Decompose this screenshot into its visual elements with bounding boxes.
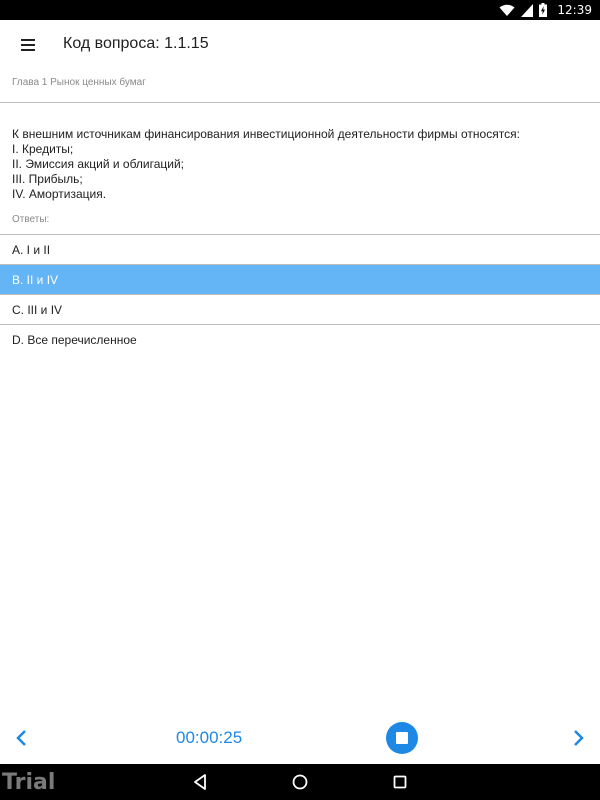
menu-button[interactable] — [16, 33, 40, 57]
chevron-left-icon — [12, 728, 32, 748]
stop-icon — [396, 732, 408, 744]
next-question-button[interactable] — [568, 728, 588, 748]
back-button[interactable] — [190, 772, 210, 792]
chevron-right-icon — [568, 728, 588, 748]
app-bar — [0, 20, 600, 70]
home-icon — [290, 772, 310, 792]
question-line: I. Кредиты; — [12, 142, 74, 156]
back-icon — [190, 772, 210, 792]
status-icons — [499, 2, 592, 18]
answer-option-a[interactable]: A. I и II — [12, 243, 51, 257]
question-text — [12, 127, 592, 202]
recent-apps-button[interactable] — [390, 772, 410, 792]
system-navigation-bar — [0, 764, 600, 800]
question-line: К внешним источникам финансирования инвестиционной деятельности фирмы относятся: — [12, 127, 520, 141]
answers-label: Ответы: — [12, 214, 50, 225]
menu-icon — [16, 33, 40, 57]
trial-watermark: Trial — [2, 770, 56, 795]
stop-button[interactable] — [386, 722, 418, 754]
recent-apps-icon — [390, 772, 410, 792]
timer: 00:00:25 — [176, 728, 243, 747]
battery-charging-icon — [539, 3, 547, 17]
question-line: II. Эмиссия акций и облигаций; — [12, 157, 185, 171]
page-title: Код вопроса: 1.1.15 — [63, 35, 209, 52]
previous-question-button[interactable] — [12, 728, 32, 748]
signal-icon — [521, 4, 533, 17]
divider — [0, 102, 600, 103]
wifi-icon — [499, 4, 515, 17]
answer-option-d[interactable]: D. Все перечисленное — [12, 333, 137, 347]
answer-option-c[interactable]: C. III и IV — [12, 303, 63, 317]
question-line: III. Прибыль; — [12, 172, 83, 186]
answer-option-b[interactable]: B. II и IV — [0, 265, 600, 295]
status-bar — [0, 0, 600, 20]
question-line: IV. Амортизация. — [12, 187, 107, 201]
breadcrumb: Глава 1 Рынок ценных бумаг — [12, 77, 146, 88]
status-time: 12:39 — [557, 3, 592, 17]
bottom-bar — [0, 712, 600, 764]
home-button[interactable] — [290, 772, 310, 792]
